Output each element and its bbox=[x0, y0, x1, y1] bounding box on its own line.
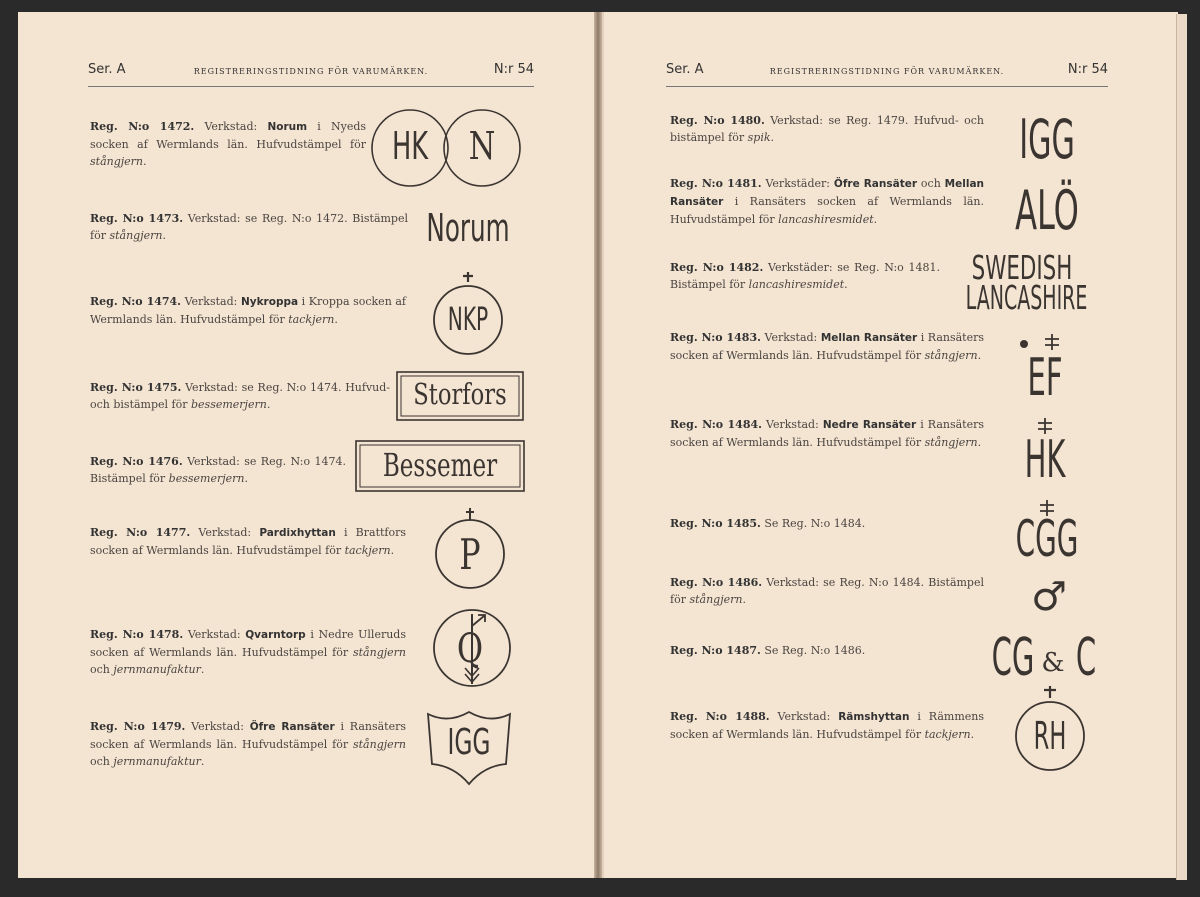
product-name: spik bbox=[747, 131, 771, 144]
page-edges bbox=[1176, 14, 1187, 880]
product-name: bessemerjern bbox=[191, 398, 267, 411]
right-page bbox=[602, 12, 1178, 878]
product-name: jernmanufaktur bbox=[113, 755, 201, 768]
product-name: lancashiresmidet bbox=[778, 213, 874, 226]
works-name: Nedre Ransäter bbox=[822, 419, 917, 431]
entry-text: . bbox=[334, 313, 338, 326]
journal-title: REGISTRERINGSTIDNING FÖR VARUMÄRKEN. bbox=[193, 67, 429, 76]
entry-text: Verkstad: se Reg. 1479. Hufvud- och bistämpel för bbox=[670, 114, 984, 144]
trademark-cg-and-c bbox=[982, 626, 1112, 690]
entry-number: Reg. N:o 1485. bbox=[670, 517, 761, 530]
mark-text: HK bbox=[391, 124, 429, 168]
mark-text: & bbox=[1041, 648, 1065, 678]
entry-number: Reg. N:o 1477. bbox=[90, 526, 191, 539]
page-header bbox=[88, 60, 534, 87]
entry-text: . bbox=[770, 131, 775, 144]
register-entry bbox=[670, 329, 984, 364]
entry-number: Reg. N:o 1480. bbox=[670, 114, 765, 127]
trademark-hk-n bbox=[370, 108, 524, 188]
trademark-swedish-lancashire bbox=[934, 248, 1110, 318]
entry-text: . bbox=[200, 663, 205, 676]
entry-text: i Rämmens socken af Wermlands län. Hufvudstämpel för bbox=[670, 710, 984, 741]
mars-symbol-icon: ♂ bbox=[1031, 574, 1067, 620]
register-entry bbox=[90, 379, 390, 413]
works-name: Norum bbox=[267, 121, 308, 133]
product-name: tackjern bbox=[924, 728, 971, 741]
book-gutter bbox=[594, 12, 602, 878]
entry-number: Reg. N:o 1476. bbox=[90, 455, 183, 468]
trademark-bessemer bbox=[355, 440, 525, 492]
entry-text: Verkstäder: bbox=[761, 177, 834, 190]
product-name: tackjern bbox=[344, 544, 391, 557]
mark-text: N bbox=[468, 124, 496, 168]
issue-number: N:r 54 bbox=[1067, 62, 1108, 77]
mark-text: Storfors bbox=[413, 377, 507, 411]
register-entry bbox=[90, 118, 366, 170]
works-name: Qvarntorp bbox=[245, 629, 306, 641]
entry-text: . bbox=[143, 155, 147, 168]
mark-text: NKP bbox=[447, 300, 489, 338]
register-entry bbox=[670, 112, 984, 146]
journal-title: REGISTRERINGSTIDNING FÖR VARUMÄRKEN. bbox=[769, 67, 1005, 76]
trademark-cgg bbox=[992, 498, 1102, 568]
entry-text: . bbox=[742, 593, 746, 606]
entry-text: Verkstad: bbox=[761, 418, 823, 431]
product-name: stångjern bbox=[924, 349, 978, 362]
mark-text: IGG bbox=[1019, 108, 1075, 171]
mark-text: CGG bbox=[1015, 510, 1079, 568]
entry-number: Reg. N:o 1484. bbox=[670, 418, 762, 431]
entry-text: i Ransäters socken af Wermlands län. Hufvudstämpel för bbox=[90, 720, 407, 751]
product-name: stångjern bbox=[352, 738, 406, 751]
trademark-storfors bbox=[396, 371, 524, 421]
entry-number: Reg. N:o 1488. bbox=[670, 710, 770, 723]
entry-text: Verkstad: bbox=[194, 120, 268, 133]
register-entry bbox=[90, 626, 406, 678]
entry-text: Verkstad: bbox=[190, 526, 260, 539]
trademark-norum bbox=[398, 200, 538, 260]
works-name: Öfre Ransäter bbox=[833, 178, 918, 190]
trademark-hk bbox=[1000, 416, 1090, 492]
works-name: Öfre Ransäter bbox=[249, 721, 335, 733]
entry-text: Verkstad: bbox=[760, 331, 821, 344]
mark-text: HK bbox=[1024, 430, 1066, 490]
entry-text: Verkstad: se Reg. N:o 1484. Bistämpel för bbox=[670, 576, 984, 606]
register-entry bbox=[670, 574, 984, 608]
entry-number: Reg. N:o 1482. bbox=[670, 261, 764, 274]
mark-text: Bessemer bbox=[382, 446, 498, 484]
works-name: Mellan Ransäter bbox=[670, 178, 985, 208]
product-name: jernmanufaktur bbox=[113, 663, 201, 676]
trademark-rh bbox=[1010, 684, 1090, 774]
entry-text: . bbox=[970, 728, 975, 741]
register-entry bbox=[670, 416, 984, 451]
entry-text: och bbox=[90, 663, 114, 676]
entry-text: i Ransäters socken af Wermlands län. Hufvudstämpel för bbox=[670, 195, 984, 226]
trademark-q bbox=[432, 604, 516, 690]
entry-text: i Ransäters socken af Wermlands län. Hufvudstämpel för bbox=[670, 418, 985, 449]
mark-text: LANCASHIRE bbox=[965, 278, 1088, 317]
entry-number: Reg. N:o 1483. bbox=[670, 331, 761, 344]
trademark-ef bbox=[1000, 330, 1090, 412]
entry-text: . bbox=[873, 213, 878, 226]
entry-number: Reg. N:o 1475. bbox=[90, 381, 182, 394]
entry-text: . bbox=[200, 755, 205, 768]
left-page bbox=[18, 12, 596, 878]
mark-text: CG bbox=[991, 628, 1035, 688]
mark-text: RH bbox=[1033, 714, 1067, 758]
entry-text: Verkstäder: se Reg. N:o 1481. Bistämpel för bbox=[670, 261, 940, 291]
entry-text: . bbox=[977, 436, 982, 449]
trademark-igg-shield bbox=[424, 708, 514, 788]
product-name: stångjern bbox=[352, 646, 406, 659]
entry-text: i Nyeds socken af Wermlands län. Hufvudstämpel för bbox=[90, 120, 367, 151]
series-label: Ser. A bbox=[88, 62, 126, 77]
entry-number: Reg. N:o 1481. bbox=[670, 177, 762, 190]
mark-text: SWEDISH bbox=[971, 248, 1073, 287]
entry-text: Verkstad: bbox=[185, 720, 250, 733]
series-label: Ser. A bbox=[666, 62, 704, 77]
product-name: stångjern bbox=[109, 229, 163, 242]
register-entry bbox=[670, 708, 984, 743]
mark-text: IGG bbox=[447, 722, 491, 763]
entry-text: i Ransäters socken af Wermlands län. Hufvudstämpel för bbox=[670, 331, 984, 362]
entry-text: . bbox=[390, 544, 395, 557]
entry-text: och bbox=[917, 177, 945, 190]
entry-text: Verkstad: bbox=[181, 295, 241, 308]
register-entry bbox=[670, 515, 984, 532]
page-header bbox=[666, 60, 1108, 87]
entry-text: Verkstad: se Reg. N:o 1472. Bistämpel för bbox=[90, 212, 408, 242]
works-name: Mellan Ransäter bbox=[820, 332, 918, 344]
entry-text: och bbox=[90, 755, 114, 768]
product-name: tackjern bbox=[288, 313, 335, 326]
entry-text: Verkstad: se Reg. N:o 1474. Hufvud- och bistämpel för bbox=[90, 381, 391, 411]
register-entry bbox=[670, 175, 984, 228]
register-entry bbox=[670, 259, 940, 293]
register-entry bbox=[90, 210, 408, 244]
product-name: stångjern bbox=[924, 436, 978, 449]
entry-number: Reg. N:o 1472. bbox=[90, 120, 195, 133]
entry-text: Se Reg. N:o 1486. bbox=[760, 644, 866, 657]
register-entry bbox=[90, 293, 406, 328]
works-name: Pardixhyttan bbox=[259, 527, 336, 539]
mark-text: EF bbox=[1027, 348, 1063, 408]
product-name: lancashiresmidet bbox=[748, 278, 845, 291]
mark-text: Q bbox=[456, 626, 484, 672]
entry-number: Reg. N:o 1474. bbox=[90, 295, 182, 308]
register-entry bbox=[90, 718, 406, 770]
entry-number: Reg. N:o 1478. bbox=[90, 628, 184, 641]
trademark-igg bbox=[992, 104, 1102, 174]
works-name: Nykroppa bbox=[240, 296, 299, 308]
works-name: Rämshyttan bbox=[838, 711, 910, 723]
mark-text: P bbox=[459, 530, 481, 579]
entry-text: . bbox=[162, 229, 166, 242]
mark-text: ALÖ bbox=[1015, 179, 1079, 242]
entry-text: Se Reg. N:o 1484. bbox=[760, 517, 866, 530]
entry-number: Reg. N:o 1473. bbox=[90, 212, 184, 225]
product-name: stångjern bbox=[689, 593, 743, 606]
entry-text: Verkstad: se Reg. N:o 1474. Bistämpel för bbox=[90, 455, 346, 485]
entry-text: i Kroppa socken af Wermlands län. Hufvudstämpel för bbox=[90, 295, 406, 326]
entry-text: . bbox=[977, 349, 982, 362]
entry-text: i Nedre Ulleruds socken af Wermlands län. Hufvudstämpel för bbox=[90, 628, 406, 659]
entry-number: Reg. N:o 1487. bbox=[670, 644, 761, 657]
trademark-nkp bbox=[428, 270, 508, 356]
entry-number: Reg. N:o 1479. bbox=[90, 720, 186, 733]
product-name: stångjern bbox=[90, 155, 144, 168]
entry-text: . bbox=[266, 398, 271, 411]
product-name: bessemerjern bbox=[168, 472, 245, 485]
register-entry bbox=[90, 524, 406, 559]
entry-text: i Brattfors socken af Wermlands län. Hufvudstämpel för bbox=[90, 526, 407, 557]
mark-text: Norum bbox=[426, 206, 510, 250]
trademark-iron-symbol bbox=[1024, 574, 1074, 624]
register-entry bbox=[90, 453, 346, 487]
entry-text: Verkstad: bbox=[769, 710, 839, 723]
entry-text: . bbox=[844, 278, 848, 291]
issue-number: N:r 54 bbox=[493, 62, 534, 77]
register-entry bbox=[670, 642, 984, 659]
entry-text: . bbox=[244, 472, 248, 485]
trademark-alo bbox=[992, 177, 1102, 247]
entry-text: Verkstad: bbox=[183, 628, 246, 641]
trademark-p bbox=[432, 506, 508, 590]
mark-text: C bbox=[1075, 628, 1097, 688]
entry-number: Reg. N:o 1486. bbox=[670, 576, 763, 589]
